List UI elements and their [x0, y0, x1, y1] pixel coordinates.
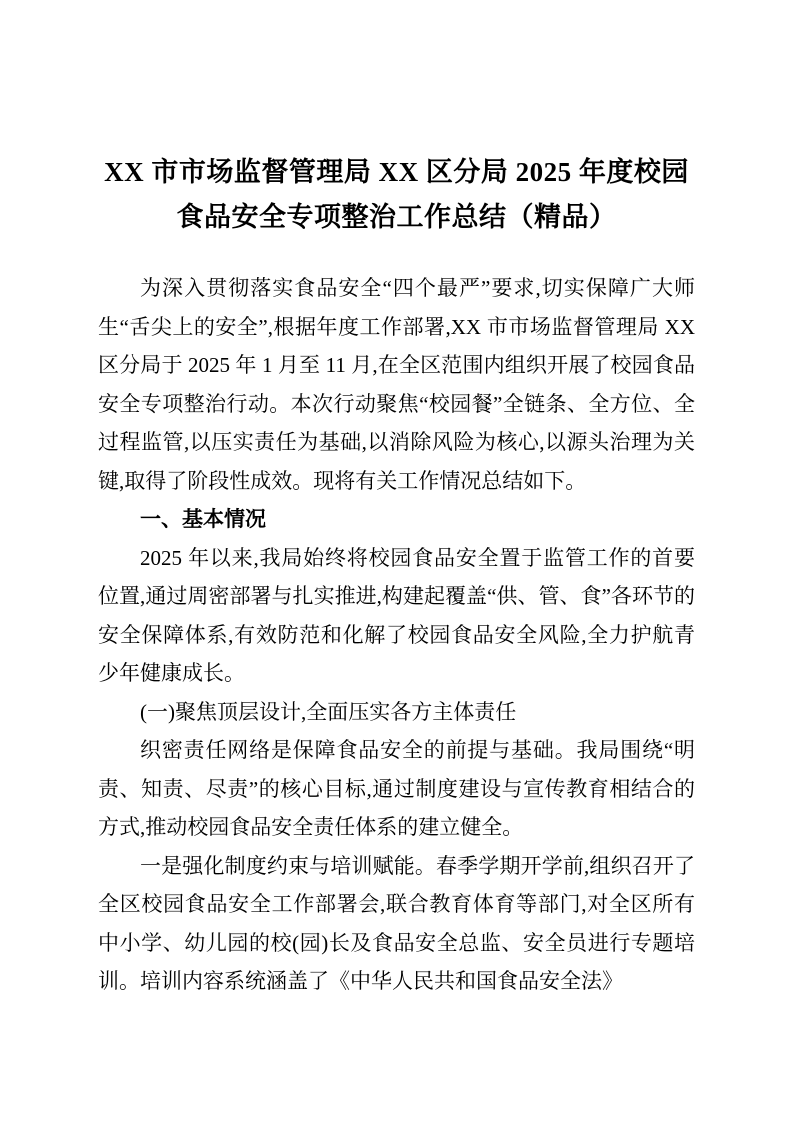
subsection-heading-top-level-design: (一)聚焦顶层设计,全面压实各方主体责任	[140, 699, 517, 724]
paragraph-overview: 2025 年以来,我局始终将校园食品安全置于监管工作的首要位置,通过周密部署与扎实推进,构建起覆盖“供、管、食”各环节的安全保障体系,有效防范和化解了校园食品安全风险,全力护航青少年健康成长。	[98, 545, 695, 685]
document-title: XX 市市场监督管理局 XX 区分局 2025 年度校园食品安全专项整治工作总结（精品）	[104, 157, 689, 232]
paragraph-institution-training: 一是强化制度约束与培训赋能。春季学期开学前,组织召开了全区校园食品安全工作部署会,联合教育体育等部门,对全区所有中小学、幼儿园的校(园)长及食品安全总监、安全员进行专题培训。培训内容系统涵盖了《中华人民共和国食品安全法》	[98, 853, 695, 993]
paragraph-responsibility-network: 织密责任网络是保障食品安全的前提与基础。我局围绕“明责、知责、尽责”的核心目标,通过制度建设与宣传教育相结合的方式,推动校园食品安全责任体系的建立健全。	[98, 738, 695, 839]
paragraph-intro: 为深入贯彻落实食品安全“四个最严”要求,切实保障广大师生“舌尖上的安全”,根据年度工作部署,XX 市市场监督管理局 XX 区分局于 2025 年 1 月至 11 月,在全区范围内组织开展了校园食品安全专项整治行动。本次行动聚焦“校园餐”全链条、全方位、全过程监管,以压实责任为基础,以消除风险为核心,以源头治理为关键,取得了阶段性成效。现将有关工作情况总结如下。	[98, 276, 695, 493]
section-heading-basic-situation: 一、基本情况	[140, 507, 266, 531]
